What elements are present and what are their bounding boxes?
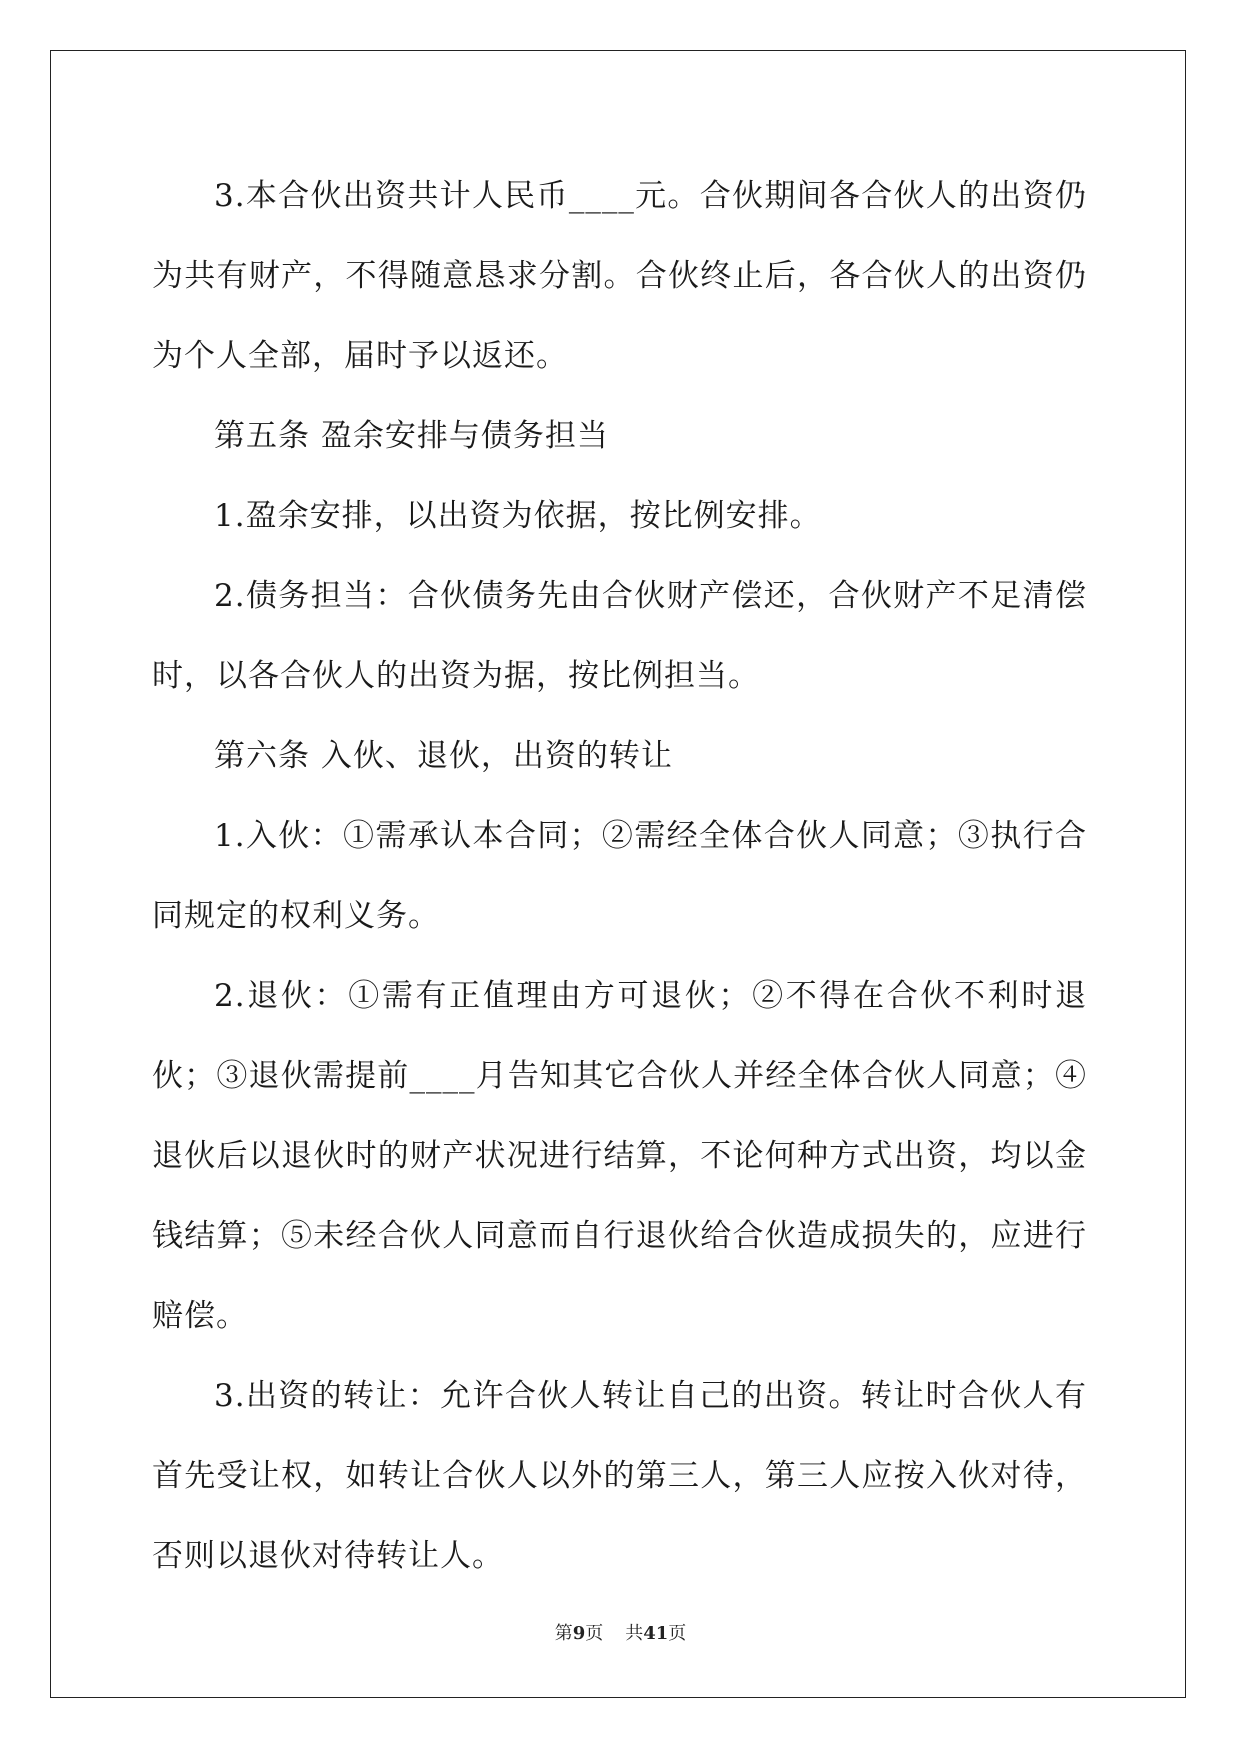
article-6-heading: 第六条 入伙、退伙，出资的转让 (214, 738, 673, 774)
page-suffix: 页 (585, 1623, 604, 1644)
clause-6-item-1: 1.入伙：①需承认本合同；②需经全体合伙人同意；③执行合同规定的权利义务。 (152, 818, 1087, 934)
page-footer (0, 1619, 1241, 1645)
clause-6-item-3: 3.出资的转让：允许合伙人转让自己的出资。转让时合伙人有首先受让权，如转让合伙人以外的第三人，第三人应按入伙对待，否则以退伙对待转让人。 (152, 1378, 1087, 1574)
total-suffix: 页 (668, 1623, 687, 1644)
clause-5-item-2: 2.债务担当：合伙债务先由合伙财产偿还，合伙财产不足清偿时，以各合伙人的出资为据，按比例担当。 (152, 578, 1087, 694)
document-body (152, 156, 1087, 1596)
total-pages: 41 (643, 1623, 669, 1644)
clause-6-item-2: 2.退伙：①需有正值理由方可退伙；②不得在合伙不利时退伙；③退伙需提前____月告知其它合伙人并经全体合伙人同意；④退伙后以退伙时的财产状况进行结算，不论何种方式出资，均以金钱结算；⑤未经合伙人同意而自行退伙给合伙造成损失的，应进行赔偿。 (152, 978, 1087, 1334)
page-number: 9 (572, 1623, 586, 1644)
clause-4-item-3: 3.本合伙出资共计人民币____元。合伙期间各合伙人的出资仍为共有财产，不得随意恳求分割。合伙终止后，各合伙人的出资仍为个人全部，届时予以返还。 (152, 178, 1087, 374)
article-5-heading: 第五条 盈余安排与债务担当 (214, 418, 609, 454)
page-prefix: 第 (554, 1623, 573, 1644)
clause-5-item-1: 1.盈余安排，以出资为依据，按比例安排。 (214, 498, 822, 534)
total-prefix: 共 (625, 1623, 644, 1644)
